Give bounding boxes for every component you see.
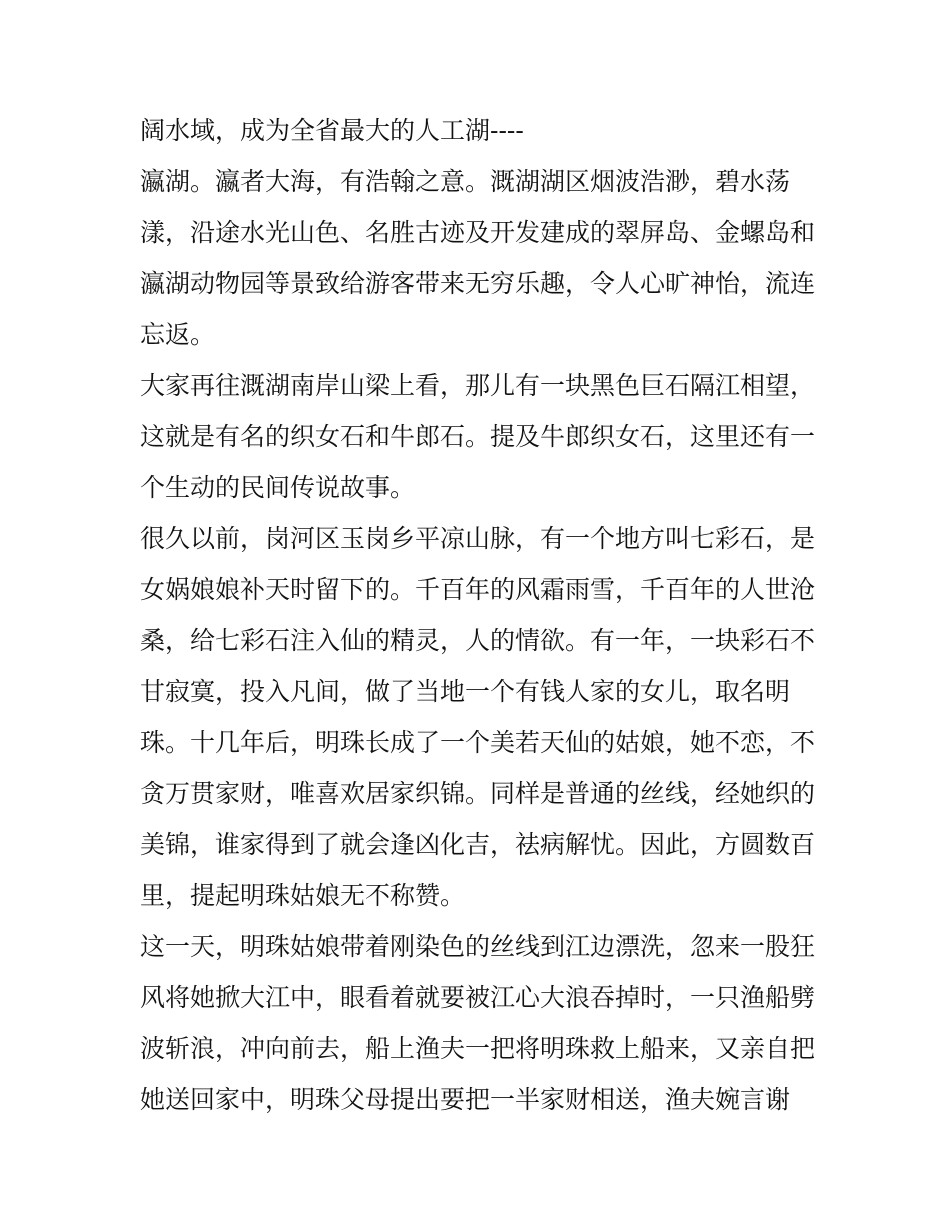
text-line: 里，提起明珠姑娘无不称赞。 <box>140 881 466 910</box>
text-line: 她送回家中，明珠父母提出要把一半家财相送，渔夫婉言谢 <box>140 1085 791 1114</box>
text-line: 这就是有名的织女石和牛郎石。提及牛郎织女石，这里还有一 <box>140 422 815 451</box>
text-line: 美锦，谁家得到了就会逢凶化吉，祛病解忧。因此，方圆数百 <box>140 830 815 859</box>
text-line: 很久以前，岗河区玉岗乡平凉山脉，有一个地方叫七彩石，是 <box>140 524 815 553</box>
text-line: 波斩浪，冲向前去，船上渔夫一把将明珠救上船来，又亲自把 <box>140 1034 815 1063</box>
text-line: 忘返。 <box>140 320 216 349</box>
text-line: 大家再往溉湖南岸山梁上看，那儿有一块黑色巨石隔江相望， <box>140 371 815 400</box>
text-line: 甘寂寞，投入凡间，做了当地一个有钱人家的女儿，取名明 <box>140 677 791 706</box>
text-line: 漾，沿途水光山色、名胜古迹及开发建成的翠屏岛、金螺岛和 <box>140 218 815 247</box>
text-line: 风将她掀大江中，眼看着就要被江心大浪吞掉时，一只渔船劈 <box>140 983 815 1012</box>
text-line: 女娲娘娘补天时留下的。千百年的风霜雨雪，千百年的人世沧 <box>140 575 815 604</box>
text-line: 瀛湖。瀛者大海，有浩翰之意。溉湖湖区烟波浩渺，碧水荡 <box>140 167 791 196</box>
text-line: 阔水域，成为全省最大的人工湖---- <box>140 116 524 145</box>
text-line: 这一天，明珠姑娘带着刚染色的丝线到江边漂洗，忽来一股狂 <box>140 932 815 961</box>
document-body <box>140 105 815 1125</box>
text-line: 个生动的民间传说故事。 <box>140 473 416 502</box>
text-line: 桑，给七彩石注入仙的精灵，人的情欲。有一年，一块彩石不 <box>140 626 815 655</box>
text-line: 瀛湖动物园等景致给游客带来无穷乐趣，令人心旷神怡，流连 <box>140 269 815 298</box>
text-line: 贪万贯家财，唯喜欢居家织锦。同样是普通的丝线，经她织的 <box>140 779 815 808</box>
text-line: 珠。十几年后，明珠长成了一个美若天仙的姑娘，她不恋，不 <box>140 728 815 757</box>
